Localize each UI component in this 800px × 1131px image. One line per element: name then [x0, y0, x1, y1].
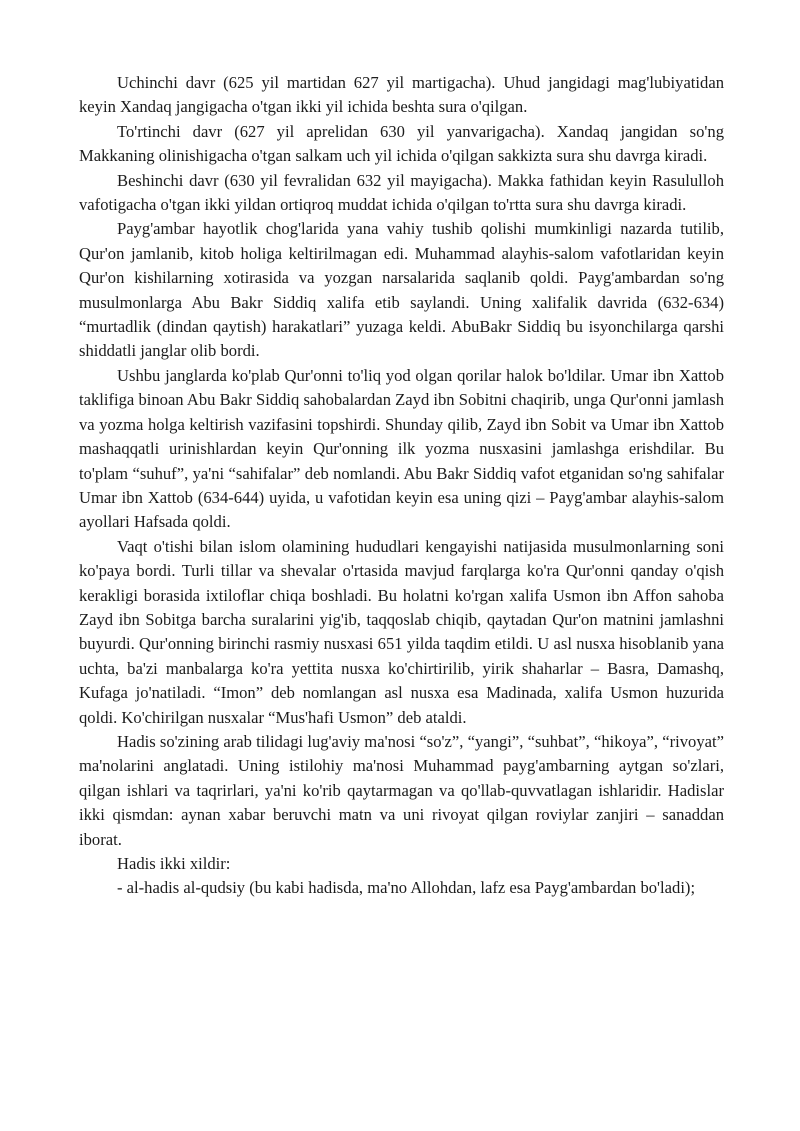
paragraph-suhuf: Ushbu janglarda ko'plab Qur'onni to'liq yod olgan qorilar halok bo'ldilar. Umar ibn Xattob taklifiga binoan Abu Bakr Siddiq sahobalardan Zayd ibn Sobitni chaqirib, unga Qur'onni jamlash va yozma holga keltirish vazifasini topshirdi. Shunday qilib, Zayd ibn Sobit va Umar ibn Xattob mashaqqatli urinishlardan keyin Qur'onning ilk yozma nusxasini jamlashga erishdilar. Bu to'plam “suhuf”, ya'ni “sahifalar” deb nomlandi. Abu Bakr Siddiq vafot etganidan so'ng sahifalar Umar ibn Xattob (634-644) uyida, u vafotidan keyin esa uning qizi – Payg'ambar alayhis-salom ayollari Hafsada qoldi. — [79, 365, 724, 532]
paragraph-period-five: Beshinchi davr (630 yil fevralidan 632 yil mayigacha). Makka fathidan keyin Rasululloh vafotigacha o'tgan ikki yildan ortiqroq muddat ichida o'qilgan to'rtta sura shu davrga kiradi. — [79, 170, 724, 215]
paragraph-quran-compilation: Payg'ambar hayotlik chog'larida yana vahiy tushib qolishi mumkinligi nazarda tutilib, Qur'on jamlanib, kitob holiga keltirilmagan edi. Muhammad alayhis-salom vafotlaridan keyin Qur'on kishilarning xotirasida va yozgan narsalarida saqlanib qoldi. Payg'ambardan so'ng musulmonlarga Abu Bakr Siddiq xalifa etib saylandi. Uning xalifalik davrida (632-634) “murtadlik (dindan qaytish) harakatlari” yuzaga keldi. AbuBakr Siddiq bu isyonchilarga qarshi shiddatli janglar olib bordi. — [79, 219, 724, 361]
document-page — [79, 71, 724, 901]
paragraph-mushaf-usmon: Vaqt o'tishi bilan islom olamining hududlari kengayishi natijasida musulmonlarning soni ko'paya bordi. Turli tillar va shevalar o'rtasida mavjud farqlarga ko'ra Qur'onni qanday o'qish kerakligi borasida ixtiloflar chiqa boshladi. Bu holatni ko'rgan xalifa Usmon ibn Affon sahoba Zayd ibn Sobitga barcha suralarini yig'ib, taqqoslab chiqib, qaytadan Qur'on matnini jamlashni buyurdi. Qur'onning birinchi rasmiy nusxasi 651 yilda taqdim etildi. U asl nusxa hisoblanib yana uchta, ba'zi manbalarga ko'ra yettita nusxa ko'chirtirilib, yirik shaharlar – Basra, Damashq, Kufaga jo'natiladi. “Imon” deb nomlangan asl nusxa esa Madinada, xalifa Usmon huzurida qoldi. Ko'chirilgan nusxalar “Mus'hafi Usmon” deb ataldi. — [79, 536, 724, 727]
paragraph-hadis-qudsiy: - al-hadis al-qudsiy (bu kabi hadisda, ma'no Allohdan, lafz esa Payg'ambardan bo'ladi); — [117, 878, 696, 898]
paragraph-period-four: To'rtinchi davr (627 yil aprelidan 630 yil yanvarigacha). Xandaq jangidan so'ng Makkaning olinishigacha o'tgan salkam uch yil ichida o'qilgan sakkizta sura shu davrga kiradi. — [79, 121, 724, 166]
paragraph-hadis-types-intro: Hadis ikki xildir: — [117, 854, 231, 873]
paragraph-period-three: Uchinchi davr (625 yil martidan 627 yil martigacha). Uhud jangidagi mag'lubiyatidan keyin Xandaq jangigacha o'tgan ikki yil ichida beshta sura o'qilgan. — [79, 73, 724, 117]
paragraph-hadis-definition: Hadis so'zining arab tilidagi lug'aviy ma'nosi “so'z”, “yangi”, “suhbat”, “hikoya”, “rivoyat” ma'nolarini anglatadi. Uning istilohiy ma'nosi Muhammad payg'ambarning aytgan so'zlari, qilgan ishlari va taqrirlari, ya'ni ko'rib qaytarmagan va qo'llab-quvvatlagan ishlaridir. Hadislar ikki qismdan: aynan xabar beruvchi matn va uni rivoyat qilgan roviylar zanjiri – sanaddan iborat. — [79, 731, 724, 849]
